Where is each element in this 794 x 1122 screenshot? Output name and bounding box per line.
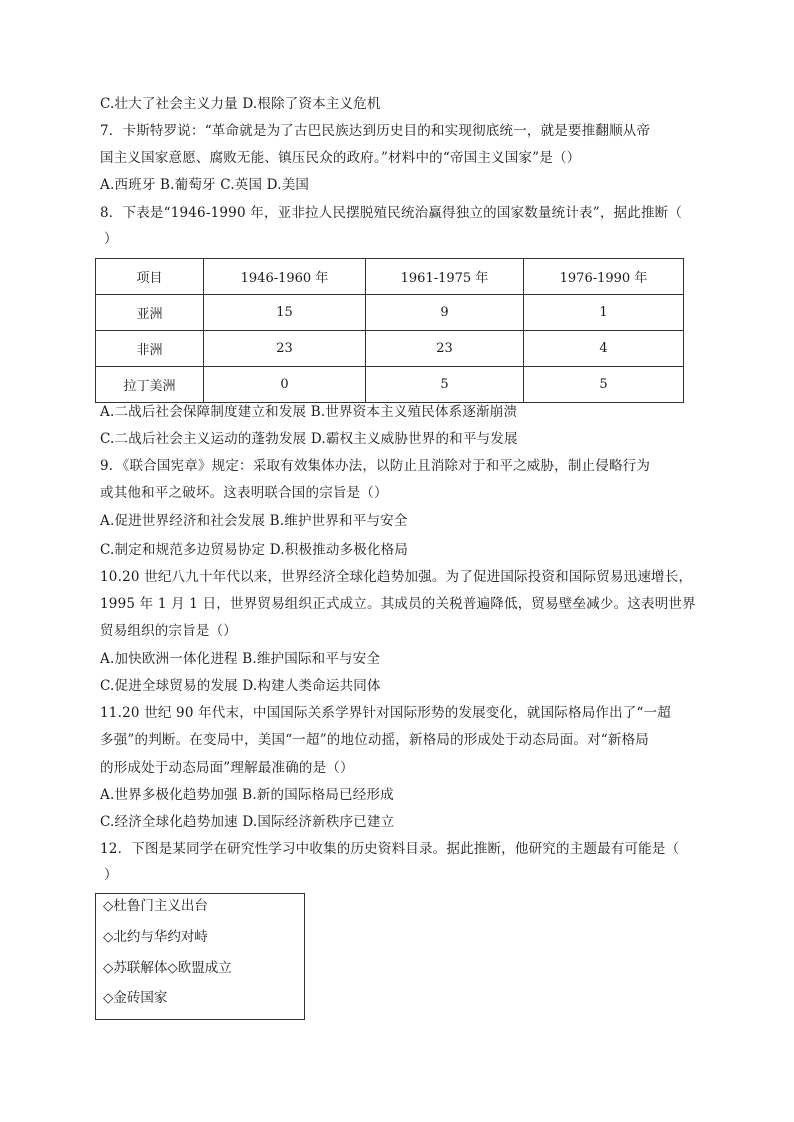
table-header-cell: 1946-1960 年	[204, 259, 366, 295]
q7-stem-line1: 7．卡斯特罗说：“革命就是为了古巴民族达到历史目的和实现彻底统一，就是要推翻顺从帝	[100, 123, 651, 139]
table-cell: 0	[204, 367, 366, 403]
q7-stem-line2: 国主义国家意愿、腐败无能、镇压民众的政府。”材料中的“帝国主义国家”是（）	[100, 150, 581, 166]
q11-stem-line3: 的形成处于动态局面”理解最准确的是（）	[100, 760, 354, 776]
q6-options-cd: C.壮大了社会主义力量 D.根除了资本主义危机	[100, 96, 381, 112]
q7-options: A.西班牙 B.葡萄牙 C.英国 D.美国	[100, 177, 310, 193]
table-cell: 5	[366, 367, 524, 403]
table-header-cell: 1976-1990 年	[524, 259, 684, 295]
q10-stem-line3: 贸易组织的宗旨是（）	[100, 623, 237, 639]
catalog-item: ◇苏联解体◇欧盟成立	[103, 960, 232, 976]
q9-options-cd: C.制定和规范多边贸易协定 D.积极推动多极化格局	[100, 542, 409, 558]
q12-stem-line1: 12．下图是某同学在研究性学习中收集的历史资料目录。据此推断，他研究的主题最有可能是（	[100, 841, 680, 857]
q9-stem-line2: 或其他和平之破坏。这表明联合国的宗旨是（）	[100, 485, 388, 501]
table-header-cell: 项目	[96, 259, 204, 295]
independence-statistics-table	[95, 258, 684, 403]
q10-options-ab: A.加快欧洲一体化进程 B.维护国际和平与安全	[100, 651, 381, 667]
q8-stem-line1: 8．下表是“1946-1990 年，亚非拉人民摆脱殖民统治赢得独立的国家数量统计表”，据此推断（	[100, 205, 683, 221]
table-cell: 9	[366, 295, 524, 331]
q8-options-cd: C.二战后社会主义运动的蓬勃发展 D.霸权主义威胁世界的和平与发展	[100, 431, 518, 447]
table-row	[96, 367, 684, 403]
catalog-item: ◇北约与华约对峙	[103, 929, 208, 945]
table-cell: 1	[524, 295, 684, 331]
table-cell: 亚洲	[96, 295, 204, 331]
table-header-cell: 1961-1975 年	[366, 259, 524, 295]
q11-options-cd: C.经济全球化趋势加速 D.国际经济新秩序已建立	[100, 814, 395, 830]
q11-options-ab: A.世界多极化趋势加强 B.新的国际格局已经形成	[100, 787, 394, 803]
table-row	[96, 331, 684, 367]
table-cell: 5	[524, 367, 684, 403]
table-row	[96, 295, 684, 331]
catalog-item: ◇杜鲁门主义出台	[103, 898, 208, 914]
q10-stem-line1: 10.20 世纪八九十年代以来，世界经济全球化趋势加强。为了促进国际投资和国际贸易迅速增长，	[100, 569, 693, 585]
q12-stem-line2: ）	[104, 867, 118, 883]
table-header-row	[96, 259, 684, 295]
table-cell: 23	[204, 331, 366, 367]
q9-stem-line1: 9．《联合国宪章》规定：采取有效集体办法，以防止且消除对于和平之威胁，制止侵略行为	[100, 458, 651, 474]
table-cell: 4	[524, 331, 684, 367]
catalog-item: ◇金砖国家	[103, 990, 168, 1006]
q11-stem-line2: 多强”的判断。在变局中，美国“一超”的地位动摇，新格局的形成处于动态局面。对“新格局	[100, 732, 650, 748]
table-cell: 15	[204, 295, 366, 331]
table-cell: 拉丁美洲	[96, 367, 204, 403]
q8-options-ab: A.二战后社会保障制度建立和发展 B.世界资本主义殖民体系逐渐崩溃	[100, 404, 518, 420]
material-catalog-box	[95, 893, 305, 1020]
q10-stem-line2: 1995 年 1 月 1 日，世界贸易组织正式成立。其成员的关税普遍降低，贸易壁垒减少。这表明世界	[100, 596, 696, 612]
q8-stem-line2: ）	[104, 231, 118, 247]
q10-options-cd: C.促进全球贸易的发展 D.构建人类命运共同体	[100, 678, 381, 694]
table-cell: 非洲	[96, 331, 204, 367]
table-cell: 23	[366, 331, 524, 367]
q11-stem-line1: 11.20 世纪 90 年代末，中国国际关系学界针对国际形势的发展变化，就国际格局作出了“一超	[100, 705, 672, 721]
q9-options-ab: A.促进世界经济和社会发展 B.维护世界和平与安全	[100, 513, 408, 529]
